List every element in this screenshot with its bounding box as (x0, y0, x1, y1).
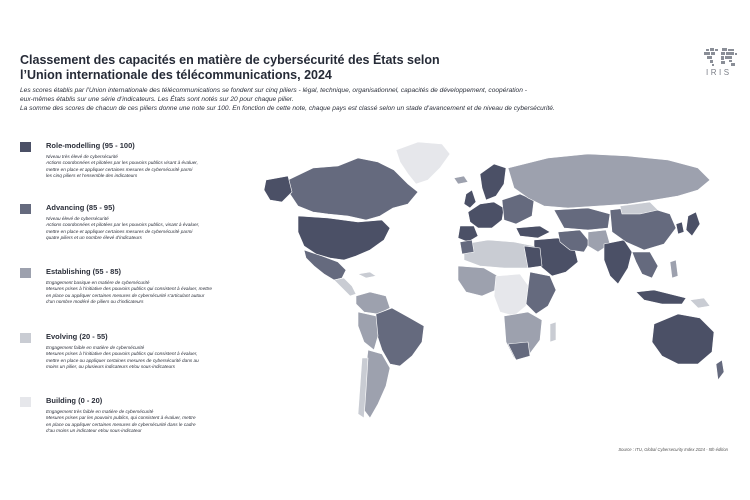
country-morocco (460, 240, 474, 254)
region-iberia (458, 226, 478, 242)
legend-swatch (20, 204, 31, 214)
country-south-korea (676, 222, 684, 234)
country-new-zealand (716, 360, 724, 380)
country-australia (652, 314, 714, 364)
legend-desc-line: les cinq piliers et l’ensemble des indicateurs (46, 172, 138, 178)
legend-desc-line: Actions coordonnées et pilotées par les pouvoirs publics visant à évaluer, (46, 160, 198, 166)
country-papua-new-guinea (690, 298, 710, 308)
country-greenland (396, 142, 450, 184)
country-russia (508, 154, 710, 208)
legend-desc-line: Mesures prises à l’initiative des pouvoirs publics qui consistent à évaluer, mettre (46, 286, 212, 292)
legend-label: Role-modelling (95 - 100) (46, 141, 135, 150)
legend-label: Evolving (20 - 55) (46, 332, 108, 341)
region-scandinavia (480, 164, 506, 200)
region-central-america (334, 278, 356, 296)
region-southeast-asia (632, 252, 658, 278)
legend-desc-line: Mesures prises par les pouvoirs publics, qui consistent à évaluer, mettre (46, 415, 196, 421)
page-title (20, 53, 660, 83)
legend-desc-line: Niveau élevé de cybersécurité (46, 216, 109, 221)
legend-desc-line: d’au moins un indicateur et/ou sous-indicateur (46, 427, 142, 433)
legend-desc-line: mettre en place ou appliquer certaines mesures de cybersécurité dans au (46, 357, 199, 363)
legend-desc-line: Actions coordonnées et pilotées par les pouvoirs publics, visant à évaluer, (46, 222, 200, 228)
legend-description (46, 345, 261, 370)
region-central-africa (494, 274, 530, 316)
intro-line-1: Les scores établis par l’Union internationale des télécommunications se fondent sur cinq piliers - légal, technique, organisationnel, capacités de développement, coopération - (20, 87, 527, 94)
legend-description (46, 280, 261, 305)
region-east-africa (526, 272, 556, 314)
legend-swatch (20, 397, 31, 407)
legend-desc-line: en place ou appliquer certaines mesures de cybersécurité dans le cadre (46, 421, 196, 427)
region-west-africa (458, 266, 498, 296)
legend-label: Advancing (85 - 95) (46, 203, 115, 212)
region-indonesia (636, 290, 686, 304)
legend-description (46, 154, 261, 179)
country-uk (464, 190, 476, 208)
region-western-europe (468, 202, 504, 228)
country-philippines (670, 260, 678, 278)
title-line-1: Classement des capacités en matière de cybersécurité des États selon (20, 53, 440, 67)
legend-swatch (20, 142, 31, 152)
intro-line-2: eux-mêmes établis sur une série d’indicateurs. Les États sont notés sur 20 pour chaque pilier. (20, 96, 294, 104)
legend-desc-line: d’un nombre modéré de piliers ou d’indicateurs (46, 298, 144, 304)
legend-description (46, 409, 261, 434)
intro-line-3: La somme des scores de chacun de ces piliers donne une note sur 100. En fonction de cette note, chaque pays est classé selon un stade d’avancement et de niveau de cybersécurité. (20, 105, 555, 113)
region-andes (358, 312, 378, 350)
legend-desc-line: en place ou appliquer certaines mesures de cybersécurité s’articulant autour (46, 292, 205, 298)
source-note: Source : ITU, Global Cybersecurity Index 2024 - 5th édition (618, 447, 728, 452)
legend-desc-line: moins un pilier, ou plusieurs indicateurs et/ou sous-indicateurs (46, 363, 175, 369)
legend-desc-line: Engagement faible en matière de cybersécurité (46, 345, 145, 350)
country-alaska-usa (264, 176, 292, 202)
legend-label: Establishing (55 - 85) (46, 267, 122, 276)
country-india (604, 240, 632, 284)
iris-logo-text: IRIS (706, 68, 732, 77)
title-line-2: l’Union internationale des télécommunications, 2024 (20, 68, 332, 82)
country-canada (288, 158, 418, 220)
legend-description (46, 216, 261, 241)
legend-label: Building (0 - 20) (46, 396, 103, 405)
legend-desc-line: Engagement très faible en matière de cybersécurité (46, 409, 154, 414)
legend-desc-line: Engagement basique en matière de cybersécurité (46, 280, 150, 285)
world-map (258, 128, 728, 448)
region-central-asia (554, 208, 610, 230)
legend-swatch (20, 333, 31, 343)
region-caribbean (358, 272, 376, 278)
country-iceland (454, 176, 468, 184)
legend-desc-line: mettre en place et appliquer certaines mesures de cybersécurité parmi (46, 166, 193, 172)
legend-desc-line: mettre en place et appliquer certaines mesures de cybersécurité parmi (46, 228, 193, 234)
legend-desc-line: Niveau très élevé de cybersécurité (46, 154, 118, 159)
intro-text (20, 86, 720, 114)
country-south-africa (508, 342, 530, 360)
country-turkey (516, 226, 550, 238)
legend-desc-line: quatre piliers et un nombre élevé d’indicateurs (46, 234, 142, 240)
country-madagascar (550, 322, 556, 342)
legend-swatch (20, 268, 31, 278)
country-japan (686, 212, 700, 236)
legend-desc-line: Mesures prises à l’initiative des pouvoirs publics qui consistent à évaluer, (46, 351, 198, 357)
